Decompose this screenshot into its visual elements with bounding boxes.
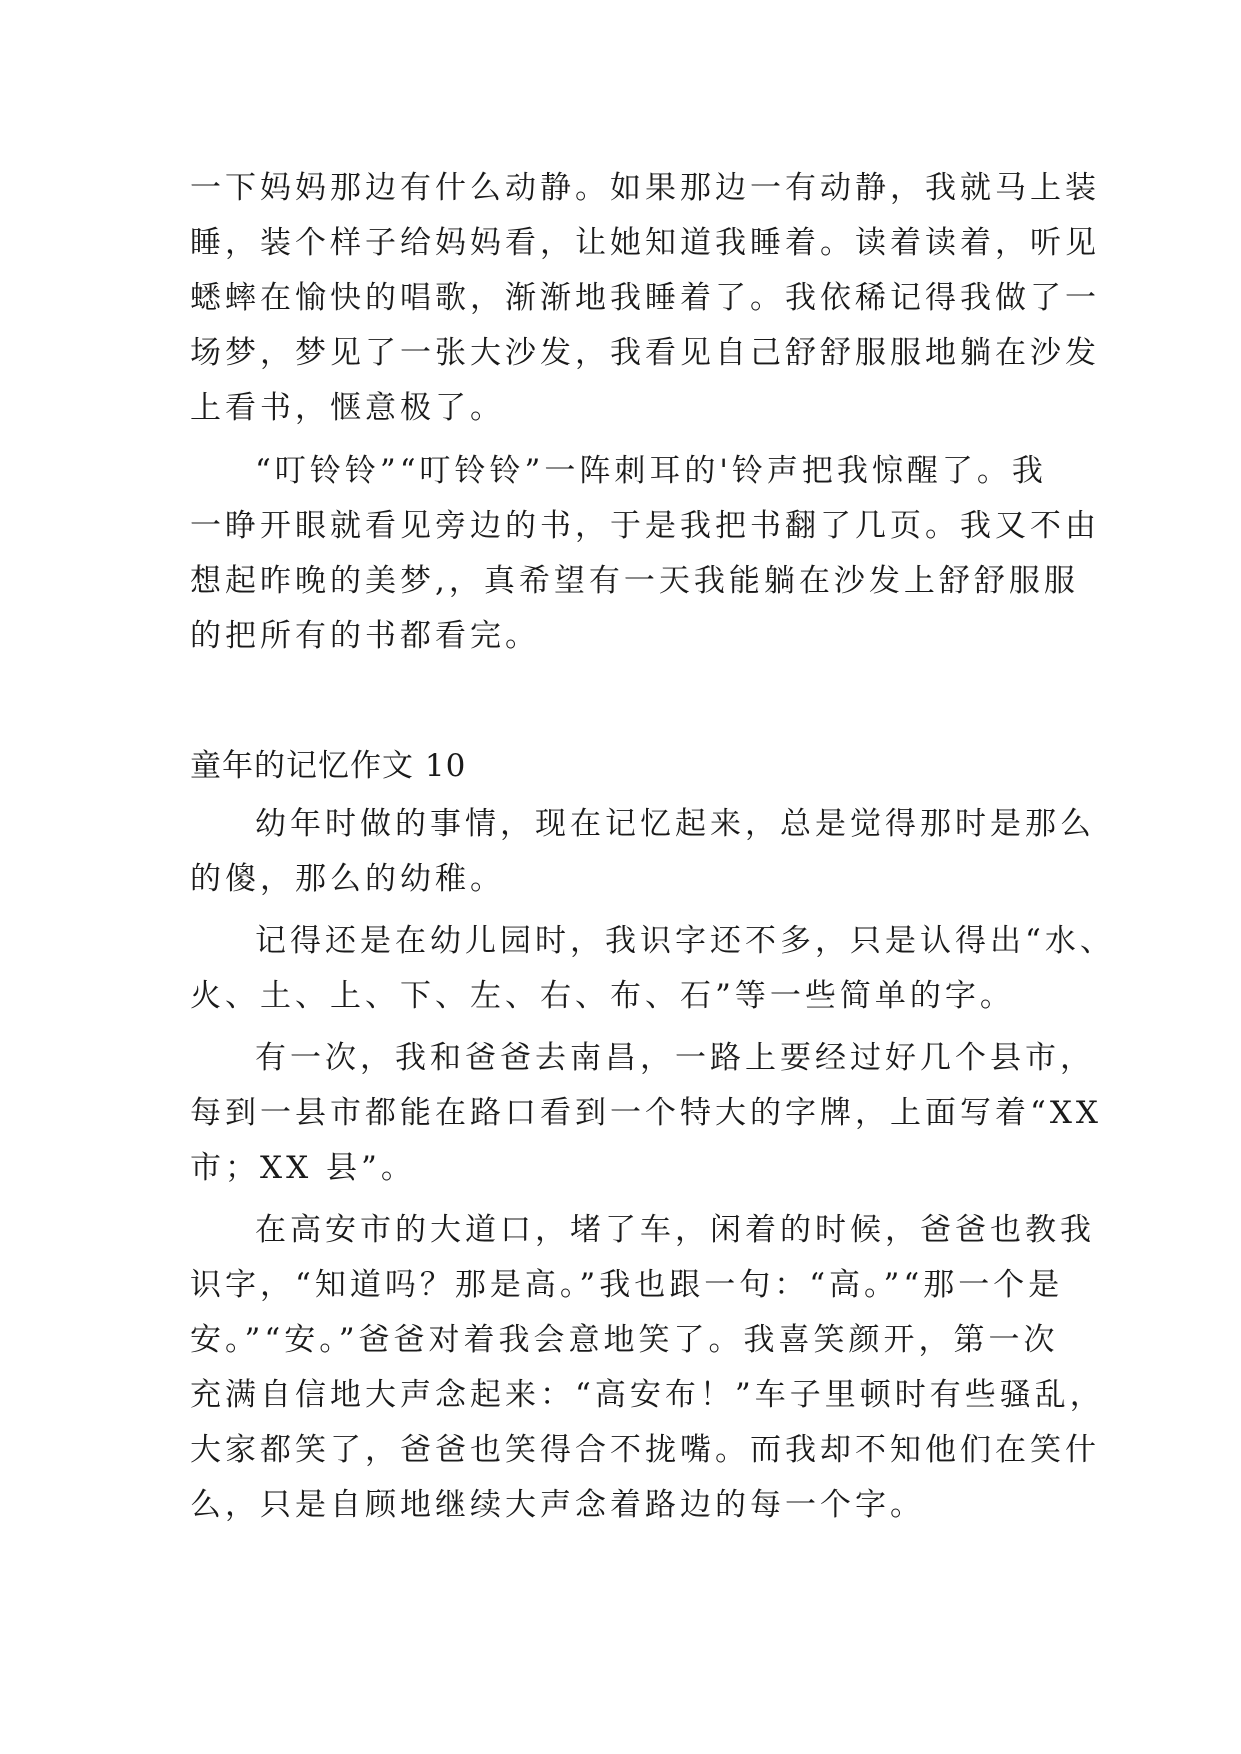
text-line: 场梦，梦见了一张大沙发，我看见自己舒舒服服地躺在沙发 [190,335,1100,371]
text-line: 识字，“知道吗？那是高。”我也跟一句：“高。”“那一个是 [190,1267,1064,1303]
text-line: 安。”“安。”爸爸对着我会意地笑了。我喜笑颜开，第一次 [190,1322,1059,1358]
text-line: 每到一县市都能在路口看到一个特大的字牌，上面写着“XX [190,1095,1102,1131]
text-line: 睡，装个样子给妈妈看，让她知道我睡着。读着读着，听见 [190,225,1100,261]
text-line: 大家都笑了，爸爸也笑得合不拢嘴。而我却不知他们在笑什 [190,1432,1100,1468]
section-title: 童年的记忆作文 10 [190,748,467,784]
text-line: 在高安市的大道口，堵了车，闲着的时候，爸爸也教我 [255,1212,1095,1248]
text-line: 火、土、上、下、左、右、布、石”等一些简单的字。 [190,978,1015,1014]
text-line: 记得还是在幼儿园时，我识字还不多，只是认得出“水、 [255,923,1115,959]
text-line: 有一次，我和爸爸去南昌，一路上要经过好几个县市， [255,1040,1095,1076]
text-line: 蟋蟀在愉快的唱歌，渐渐地我睡着了。我依稀记得我做了一 [190,280,1100,316]
text-line: 一睁开眼就看见旁边的书，于是我把书翻了几页。我又不由 [190,508,1100,544]
text-line: 市；XX 县”。 [190,1150,416,1186]
text-line: 上看书，惬意极了。 [190,390,505,426]
text-line: 么，只是自顾地继续大声念着路边的每一个字。 [190,1487,925,1523]
text-line: 想起昨晚的美梦,，真希望有一天我能躺在沙发上舒舒服服 [190,563,1079,599]
text-line: 的把所有的书都看完。 [190,618,540,654]
text-line: “叮铃铃”“叮铃铃”一阵刺耳的'铃声把我惊醒了。我 [255,453,1047,489]
text-line: 的傻，那么的幼稚。 [190,861,505,897]
text-line: 充满自信地大声念起来：“高安布！”车子里顿时有些骚乱， [190,1377,1105,1413]
text-line: 幼年时做的事情，现在记忆起来，总是觉得那时是那么 [255,806,1095,842]
text-line: 一下妈妈那边有什么动静。如果那边一有动静，我就马上装 [190,170,1100,206]
